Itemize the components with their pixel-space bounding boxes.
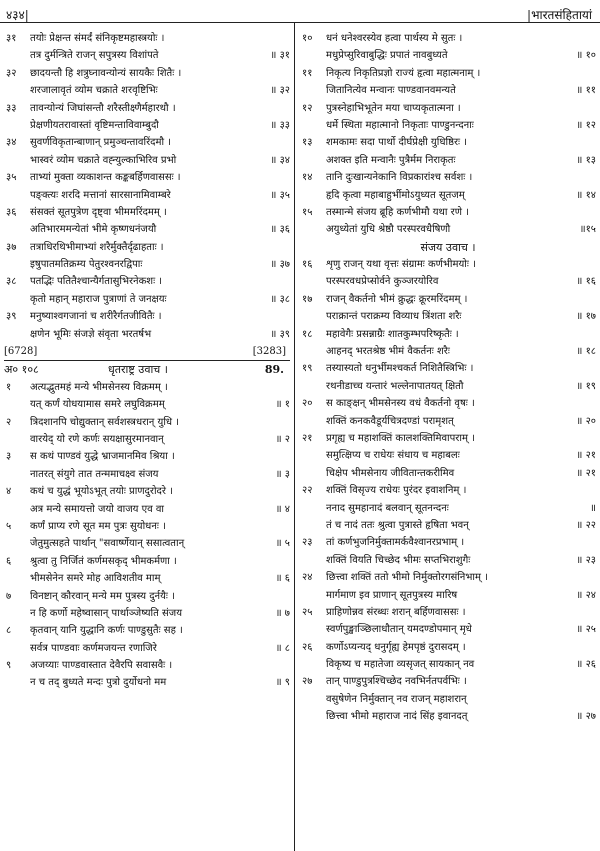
verse-line bbox=[300, 621, 596, 638]
verse-marker: ॥ १२ bbox=[576, 119, 596, 131]
verse-text: शक्तिं विसृज्य राधेयः पुरंदर इवाशनिम् । bbox=[326, 485, 467, 497]
verse-text: तयोः प्रेक्षन्त संमर्दं संनिकृष्टमहास्त्रयोः । bbox=[30, 33, 165, 44]
page-number: ४३४| bbox=[6, 8, 29, 22]
verse-marker: ॥१५ bbox=[579, 224, 596, 236]
verse-number: ३९ bbox=[6, 311, 17, 323]
verse-line bbox=[300, 673, 596, 690]
verse-line bbox=[300, 65, 596, 82]
verse-line bbox=[300, 708, 596, 725]
verse-marker: ॥ २४ bbox=[576, 589, 596, 601]
verse-line bbox=[4, 535, 290, 552]
verse-number: ३४ bbox=[6, 137, 17, 149]
verse-line bbox=[300, 187, 596, 204]
verse-line bbox=[4, 100, 290, 117]
verse-line bbox=[300, 517, 596, 534]
verse-line bbox=[4, 30, 290, 47]
verse-marker: ॥ ९ bbox=[275, 677, 290, 689]
verse-number: १५ bbox=[302, 206, 313, 218]
verse-number: १३ bbox=[302, 137, 313, 149]
verse-line bbox=[300, 395, 596, 412]
verse-marker: ॥ १ bbox=[275, 399, 290, 411]
verse-line bbox=[4, 65, 290, 82]
verse-number: ३३ bbox=[6, 102, 17, 114]
verse-text: धर्मे स्थिता महात्मानो निकृताः पाण्डुनन्दनाः bbox=[326, 119, 474, 131]
verse-marker: ॥ ३४ bbox=[270, 154, 290, 166]
verse-number: २० bbox=[302, 398, 313, 410]
verse-line bbox=[4, 82, 290, 99]
verse-number: ३२ bbox=[6, 67, 17, 79]
verse-line bbox=[4, 117, 290, 134]
verse-text: शृणु राजन् यथा वृत्तः संग्रामः कर्णभीमयोः । bbox=[326, 259, 476, 271]
verse-marker: ॥ ११ bbox=[576, 85, 596, 97]
verse-marker: ॥ १४ bbox=[576, 189, 596, 201]
verse-line bbox=[4, 431, 290, 448]
verse-marker: ॥ ८ bbox=[275, 642, 290, 654]
verse-marker: ॥ ४ bbox=[275, 503, 290, 515]
verse-line bbox=[4, 134, 290, 151]
verse-text: निकृत्य निकृतिप्रज्ञो राज्यं हृत्वा महात्मनाम् । bbox=[326, 67, 481, 79]
verse-text: राजन् वैकर्तनो भीमं क्रुद्धः क्रूरमरिंदमम् । bbox=[326, 293, 468, 305]
verse-marker: ॥ २३ bbox=[576, 554, 596, 566]
verse-line bbox=[300, 117, 596, 134]
verse-number: ९ bbox=[6, 660, 12, 672]
header-rule bbox=[0, 22, 600, 23]
verse-marker: ॥ ३१ bbox=[270, 50, 290, 62]
verse-text: भास्वरं व्योम चक्राते वह्न्युल्काभिरिव प्रभो bbox=[30, 154, 177, 166]
verse-line bbox=[300, 291, 596, 308]
verse-line bbox=[300, 447, 596, 464]
chapter-label: अ० १०८ bbox=[4, 363, 39, 377]
verse-marker: ॥ १८ bbox=[576, 346, 596, 358]
verse-text: न च तद् बुध्यते मन्दः पुत्रो दुर्योधनो मम bbox=[30, 677, 167, 689]
verse-text: न हि कर्णो महेष्वासान् पार्थाञ्जेष्यति संजय bbox=[30, 607, 182, 619]
verse-text: स्वर्णपुङ्खाञ्छिलाधौतान् यमदण्डोपमान् मृधे bbox=[326, 624, 472, 636]
verse-number: २२ bbox=[302, 485, 313, 497]
verse-text: छादयन्तौ हि शत्रुघ्नावन्योन्यं सायकैः शितैः । bbox=[30, 67, 182, 79]
verse-number: २ bbox=[6, 416, 12, 428]
verse-text: शक्तिं कनकवैडूर्यचित्रदण्डां परामृशत् bbox=[326, 415, 454, 427]
verse-text: पराक्रान्तं पराक्रम्य विव्याध त्रिंशता शरैः bbox=[326, 311, 462, 323]
verse-line bbox=[4, 239, 290, 256]
verse-text: अशक्त इति मन्वानैः पुत्रैर्मम निराकृतः bbox=[326, 154, 456, 166]
verse-line bbox=[300, 465, 596, 482]
verse-line bbox=[300, 691, 596, 708]
verse-text: तस्यास्यतो धनुर्भीमश्चकर्त निशितैस्त्रिभिः । bbox=[326, 363, 474, 375]
verse-line bbox=[4, 204, 290, 221]
verse-number: ३८ bbox=[6, 276, 17, 288]
verse-text: प्रेक्षणीयतरावास्तां वृष्टिमन्ताविवाम्बुदौ bbox=[30, 119, 159, 131]
verse-text: परस्परवधप्रेप्सोर्वने कुञ्जरयोरिव bbox=[326, 276, 439, 288]
verse-line bbox=[300, 500, 596, 517]
verse-number: १२ bbox=[302, 102, 313, 114]
verse-number: २३ bbox=[302, 537, 313, 549]
verse-text: चिक्षेप भीमसेनाय जीवितान्तकरीमिव bbox=[326, 467, 455, 479]
verse-line bbox=[300, 552, 596, 569]
verse-text: तं च नादं ततः श्रुत्वा पुत्रास्ते हृषिता भवन् bbox=[326, 519, 469, 531]
verse-text: तां कर्णभुजनिर्मुक्तामर्कवैश्वानरप्रभाम् । bbox=[326, 537, 465, 549]
verse-marker: ॥ १६ bbox=[576, 276, 596, 288]
verse-text: स कथं पाण्डवं युद्धे भ्राजमानमिव श्रिया । bbox=[30, 451, 175, 463]
verse-text: वारयेद् यो रणे कर्णः सयक्षासुरमानवान् bbox=[30, 433, 164, 445]
verse-marker: ॥ ५ bbox=[275, 538, 290, 550]
verse-number: ३५ bbox=[6, 172, 17, 184]
verse-line bbox=[4, 605, 290, 622]
verse-line bbox=[300, 430, 596, 447]
verse-text: शक्तिं वियति चिच्छेद भीमः सप्तभिराशुगैः bbox=[326, 554, 471, 566]
verse-marker: ॥ २ bbox=[275, 433, 290, 445]
verse-number: ३ bbox=[6, 451, 12, 463]
verse-text: कर्णं प्राप्य रणे सूत मम पुत्रः सुयोधनः । bbox=[30, 520, 166, 532]
verse-line bbox=[4, 657, 290, 674]
verse-line bbox=[300, 100, 596, 117]
verse-line bbox=[4, 169, 290, 186]
verse-marker: ॥ ३ bbox=[275, 468, 290, 480]
verse-text: प्राहिणोन्नव संरब्धः शरान् बर्हिणवाससः । bbox=[326, 606, 466, 618]
verse-marker: ॥ bbox=[590, 502, 596, 514]
verse-marker: ॥ १० bbox=[576, 50, 596, 62]
verse-number: २४ bbox=[302, 572, 313, 584]
verse-marker: ॥ ३६ bbox=[270, 224, 290, 236]
verse-text: हृदि कृत्वा महाबाहुर्भीमोऽयुध्यत सूतजम् bbox=[326, 189, 465, 201]
verse-text: तावन्योन्यं जिघांसन्तौ शरैस्तीक्ष्णैर्महारथौ । bbox=[30, 102, 176, 114]
verse-text: अत्यद्भुतमहं मन्ये भीमसेनस्य विक्रमम् । bbox=[30, 381, 168, 393]
verse-line bbox=[300, 221, 596, 238]
verse-line bbox=[300, 482, 596, 499]
verse-line bbox=[4, 379, 290, 396]
verse-text: छित्त्वा शक्तिं ततो भीमो निर्मुक्तोरगसंनिभाम् । bbox=[326, 572, 488, 584]
verse-number: ४ bbox=[6, 486, 12, 498]
verse-text: मधुप्रेप्सुरिवाबुद्धिः प्रपातं नावबुध्यते bbox=[326, 50, 448, 62]
verse-text: समुत्क्षिप्य च राधेयः संधाय च महाबलः bbox=[326, 450, 460, 462]
verse-marker: ॥ २१ bbox=[576, 467, 596, 479]
verse-text: मार्गमाण इव प्राणान् सूतपुत्रस्य मारिष bbox=[326, 589, 458, 601]
verse-text: सुवर्णविकृतान्बाणान् प्रमुञ्चन्तावरिंदमौ । bbox=[30, 137, 172, 149]
verse-text: प्रगृह्य च महाशक्तिं कालशक्तिमिवापराम् । bbox=[326, 432, 475, 444]
verse-text: पङ्क्त्यः शरदि मत्तानां सारसानामिवाम्बरे bbox=[30, 189, 171, 201]
verse-line bbox=[4, 501, 290, 518]
verse-text: कर्णोऽप्यन्यद् धनुर्गृह्य हेमपृष्ठं दुरासदम् । bbox=[326, 641, 466, 653]
verse-number: ५ bbox=[6, 520, 12, 532]
verse-marker: ॥ ३९ bbox=[270, 328, 290, 340]
verse-marker: ॥ ३८ bbox=[270, 293, 290, 305]
verse-marker: ॥ ३३ bbox=[270, 119, 290, 131]
verse-line bbox=[300, 343, 596, 360]
verse-marker: ॥ १७ bbox=[576, 311, 596, 323]
verse-text: तस्मान्मे संजय ब्रूहि कर्णभीमौ यथा रणे । bbox=[326, 206, 469, 218]
verse-text: तत्र दुर्मन्त्रिते राजन् सपुत्रस्य विशांपते bbox=[30, 50, 159, 62]
verse-line bbox=[4, 640, 290, 657]
verse-text: सर्वत्र पाण्डवाः कर्णमजयन्त रणाजिरे bbox=[30, 642, 157, 654]
verse-line bbox=[300, 326, 596, 343]
verse-text: विनष्टान् कौरवान् मन्ये मम पुत्रस्य दुर्नयैः । bbox=[30, 590, 175, 602]
verse-number: २६ bbox=[302, 641, 313, 653]
chapter-number: 89. bbox=[264, 363, 284, 377]
verse-line bbox=[4, 308, 290, 325]
verse-line bbox=[4, 273, 290, 290]
verse-number: १६ bbox=[302, 259, 313, 271]
verse-line bbox=[4, 187, 290, 204]
verse-number: ११ bbox=[302, 67, 313, 79]
verse-line bbox=[300, 604, 596, 621]
verse-number: ६ bbox=[6, 555, 12, 567]
verse-line bbox=[300, 569, 596, 586]
verse-number: ८ bbox=[6, 625, 12, 637]
verse-number: ३७ bbox=[6, 241, 17, 253]
right-verses-block1 bbox=[300, 30, 596, 239]
verse-text: यत् कर्णं योधयामास समरे लघुविक्रमम् bbox=[30, 399, 165, 411]
verse-line bbox=[300, 82, 596, 99]
verse-line bbox=[300, 169, 596, 186]
verse-line bbox=[4, 448, 290, 465]
verse-text: संसक्तं सूतपुत्रेण दृष्ट्वा भीममरिंदमम् । bbox=[30, 206, 167, 218]
verse-line bbox=[300, 587, 596, 604]
verse-text: रथनीडाच्च यन्तारं भल्लेनापातयत् क्षितौ bbox=[326, 380, 464, 392]
verse-line bbox=[4, 674, 290, 691]
count-mark-right: [3283] bbox=[252, 346, 286, 358]
left-column bbox=[4, 30, 290, 692]
verse-line bbox=[300, 152, 596, 169]
verse-line bbox=[4, 570, 290, 587]
verse-text: भीमसेनेन समरे मोह आविशतीव माम् bbox=[30, 573, 161, 585]
verse-text: अयुध्येतां युधि श्रेष्ठौ परस्परवधैषिणौ bbox=[326, 224, 451, 236]
verse-line bbox=[4, 553, 290, 570]
verse-line bbox=[300, 639, 596, 656]
verse-line bbox=[4, 588, 290, 605]
verse-text: स काङ्क्षन् भीमसेनस्य वधं वैकर्तनो वृषः । bbox=[326, 398, 475, 410]
verse-text: कृतवान् यानि युद्धानि कर्णः पाण्डुसुतैः सह । bbox=[30, 625, 183, 637]
verse-number: ७ bbox=[6, 590, 12, 602]
verse-line bbox=[300, 47, 596, 64]
column-divider bbox=[294, 22, 295, 851]
verse-line bbox=[4, 256, 290, 273]
verse-text: ननाद सुमहानादं बलवान् सूतनन्दनः bbox=[326, 502, 449, 514]
verse-line bbox=[4, 152, 290, 169]
speaker-heading: धृतराष्ट्र उवाच । bbox=[108, 363, 168, 377]
verse-line bbox=[300, 534, 596, 551]
verse-marker: ॥ २५ bbox=[576, 624, 596, 636]
speaker-heading: संजय उवाच । bbox=[420, 240, 476, 254]
verse-line bbox=[300, 134, 596, 151]
verse-text: धनं धनेश्वरस्येव हत्वा पार्थस्य मे सुतः । bbox=[326, 33, 463, 44]
verse-text: आहनद् भरतश्रेष्ठ भीमं वैकर्तनः शरैः bbox=[326, 346, 450, 358]
verse-marker: ॥ १३ bbox=[576, 154, 596, 166]
verse-line bbox=[4, 483, 290, 500]
verse-marker: ॥ २६ bbox=[576, 659, 596, 671]
verse-text: छित्त्वा भीमो महाराज नादं सिंह इवानदत् bbox=[326, 711, 468, 723]
verse-line bbox=[4, 47, 290, 64]
verse-line bbox=[4, 518, 290, 535]
right-verses-block2 bbox=[300, 256, 596, 726]
verse-marker: ॥ २७ bbox=[576, 711, 596, 723]
verse-line bbox=[300, 656, 596, 673]
verse-number: १८ bbox=[302, 328, 313, 340]
verse-number: १४ bbox=[302, 172, 313, 184]
verse-text: जेतुमुत्सहते पार्थान् "सवार्ष्णेयान् ससात्वतान् bbox=[30, 538, 185, 550]
verse-number: २५ bbox=[302, 606, 313, 618]
verse-marker: ॥ ३७ bbox=[270, 259, 290, 271]
verse-text: पुत्रस्नेहाभिभूतेन मया चाप्यकृतात्मना । bbox=[326, 102, 461, 114]
verse-text: कृतो महान् महाराज पुत्राणां ते जनक्षयः bbox=[30, 293, 167, 305]
verse-line bbox=[300, 256, 596, 273]
verse-marker: ॥ ३५ bbox=[270, 189, 290, 201]
verse-number: १९ bbox=[302, 363, 313, 375]
verse-text: इषुपातमतिक्रम्य पेतुरश्वनरद्विपाः bbox=[30, 259, 143, 271]
verse-text: विकृष्य च महातेजा व्यसृजत् सायकान् नव bbox=[326, 659, 475, 671]
verse-number: ३१ bbox=[6, 33, 17, 44]
verse-text: महावेगैः प्रसन्नाग्रैः शातकुम्भपरिष्कृतैः । bbox=[326, 328, 459, 340]
verse-text: कथं च युद्धं भूयोऽभूत् तयोः प्राणदुरोदरे । bbox=[30, 486, 173, 498]
verse-text: तत्राधिरथिभीमाभ्यां शरैर्मुक्तैर्दृढाहताः । bbox=[30, 241, 164, 253]
verse-marker: ॥ ३२ bbox=[270, 85, 290, 97]
verse-text: जितानित्येव मन्वानः पाण्डवानवमन्यते bbox=[326, 85, 456, 97]
verse-marker: ॥ १९ bbox=[576, 380, 596, 392]
verse-number: ३६ bbox=[6, 206, 17, 218]
verse-line bbox=[4, 414, 290, 431]
verse-line bbox=[300, 413, 596, 430]
verse-text: त्रिदशानपि चोद्युक्तान् सर्वशस्त्रधरान् युधि । bbox=[30, 416, 180, 428]
verse-text: शमकामः सदा पार्थो दीर्घप्रेक्षी युधिष्ठिरः । bbox=[326, 137, 468, 149]
verse-line bbox=[300, 204, 596, 221]
verse-text: अत्र मन्ये समायत्तो जयो वाजय एव वा bbox=[30, 503, 165, 515]
verse-number: २१ bbox=[302, 432, 313, 444]
verse-number: १ bbox=[6, 381, 12, 393]
verse-text: ताभ्यां मुक्ता व्यकाशन्त कङ्कबर्हिणवाससः । bbox=[30, 172, 181, 184]
verse-line bbox=[300, 308, 596, 325]
left-verses-block2 bbox=[4, 379, 290, 692]
verse-line bbox=[300, 360, 596, 377]
verse-marker: ॥ ६ bbox=[275, 573, 290, 585]
verse-line bbox=[4, 622, 290, 639]
right-column bbox=[300, 30, 596, 726]
verse-number: १७ bbox=[302, 293, 313, 305]
verse-text: वसुषेणेन निर्मुक्तान् नव राजन् महाशरान् bbox=[326, 693, 467, 705]
left-verses-block1 bbox=[4, 30, 290, 343]
chapter-heading bbox=[4, 361, 290, 378]
verse-marker: ॥ २० bbox=[576, 415, 596, 427]
verse-text: तानि दुःखान्यनेकानि विप्रकारांश्च सर्वशः । bbox=[326, 172, 473, 184]
verse-line bbox=[4, 466, 290, 483]
verse-line bbox=[4, 326, 290, 343]
verse-text: क्षणेन भूमिः संजज्ञे संवृता भरतर्षभ bbox=[30, 328, 152, 340]
verse-line bbox=[300, 378, 596, 395]
verse-text: नातरत् संयुगे तात तन्ममाचक्ष्व संजय bbox=[30, 468, 159, 480]
verse-text: तान् पाण्डुपुत्रश्चिच्छेद नवभिर्नतपर्वभिः । bbox=[326, 676, 467, 688]
verse-text: मनुष्याश्वगजानां च शरीरैर्गतजीवितैः । bbox=[30, 311, 162, 323]
verse-marker: ॥ २१ bbox=[576, 450, 596, 462]
verse-text: अतिभारममन्येतां भीमे कृष्णधनंजयौ bbox=[30, 224, 157, 236]
count-mark-left: [6728] bbox=[4, 346, 38, 358]
verse-line bbox=[300, 30, 596, 47]
verse-marker: ॥ २२ bbox=[576, 519, 596, 531]
verse-text: शरजालावृतं व्योम चक्राते शरवृष्टिभिः bbox=[30, 85, 158, 97]
verse-line bbox=[4, 396, 290, 413]
verse-text: अजय्याः पाण्डवास्तात देवैरपि सवासवैः । bbox=[30, 660, 173, 672]
verse-line bbox=[4, 221, 290, 238]
verse-number: २७ bbox=[302, 676, 313, 688]
verse-text: श्रुत्वा तु निर्जितं कर्णमसकृद् भीमकर्मणा । bbox=[30, 555, 177, 567]
verse-line bbox=[4, 291, 290, 308]
count-marks-row bbox=[4, 343, 290, 361]
verse-marker: ॥ ७ bbox=[275, 607, 290, 619]
verse-text: पतद्भिः पतितैश्चान्यैर्गतासुभिरनेकशः । bbox=[30, 276, 163, 288]
running-title: |भारतसंहितायां bbox=[527, 8, 592, 22]
verse-number: १० bbox=[302, 33, 313, 44]
verse-line bbox=[300, 273, 596, 290]
